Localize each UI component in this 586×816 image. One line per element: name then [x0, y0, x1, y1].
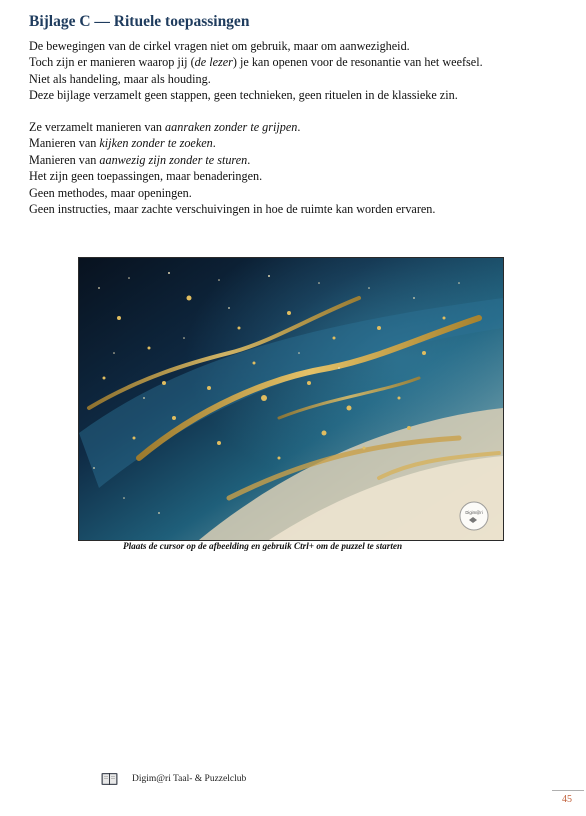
text-line: Niet als handeling, maar als houding. — [29, 71, 211, 86]
text-line: Manieren van kijken zonder te zoeken. — [29, 136, 216, 151]
page-footer — [101, 771, 246, 787]
intro-paragraph — [29, 38, 569, 104]
text-line: Ze verzamelt manieren van aanraken zonder te grijpen. — [29, 120, 301, 134]
footer-club-name: Digim@ri Taal- & Puzzelclub — [132, 774, 247, 784]
text-line: De bewegingen van de cirkel vragen niet om gebruik, maar om aanwezigheid. — [29, 39, 410, 53]
text-line: Manieren van aanwezig zijn zonder te sturen. — [29, 152, 251, 167]
emphasis: de lezer — [194, 55, 233, 70]
text-line: Geen methodes, maar openingen. — [29, 185, 192, 200]
text-line: Het zijn geen toepassingen, maar benaderingen. — [29, 169, 263, 184]
text-line: Toch zijn er manieren waarop jij (de lezer) je kan openen voor de resonantie van het weefsel. — [29, 55, 483, 70]
approaches-paragraph — [29, 119, 569, 217]
image-caption: Plaats de cursor op de afbeelding en gebruik Ctrl+ om de puzzel te starten — [123, 541, 403, 551]
abstract-galaxy-painting — [79, 258, 503, 540]
emphasis: aanwezig zijn zonder te sturen — [99, 152, 248, 167]
emphasis: aanraken zonder te grijpen — [165, 120, 298, 134]
page-number: 45 — [562, 794, 572, 805]
watermark-text: Digim@ri — [465, 510, 483, 515]
page-number-rule — [552, 790, 584, 791]
emphasis: kijken zonder te zoeken — [99, 136, 213, 151]
puzzle-artwork-image[interactable] — [78, 257, 504, 541]
text-line: Geen instructies, maar zachte verschuivingen in hoe de ruimte kan worden ervaren. — [29, 202, 436, 217]
page-heading: Bijlage C — Rituele toepassingen — [29, 13, 250, 30]
text-line: Deze bijlage verzamelt geen stappen, geen technieken, geen rituelen in de klassieke zin. — [29, 88, 458, 103]
book-icon — [101, 772, 118, 786]
